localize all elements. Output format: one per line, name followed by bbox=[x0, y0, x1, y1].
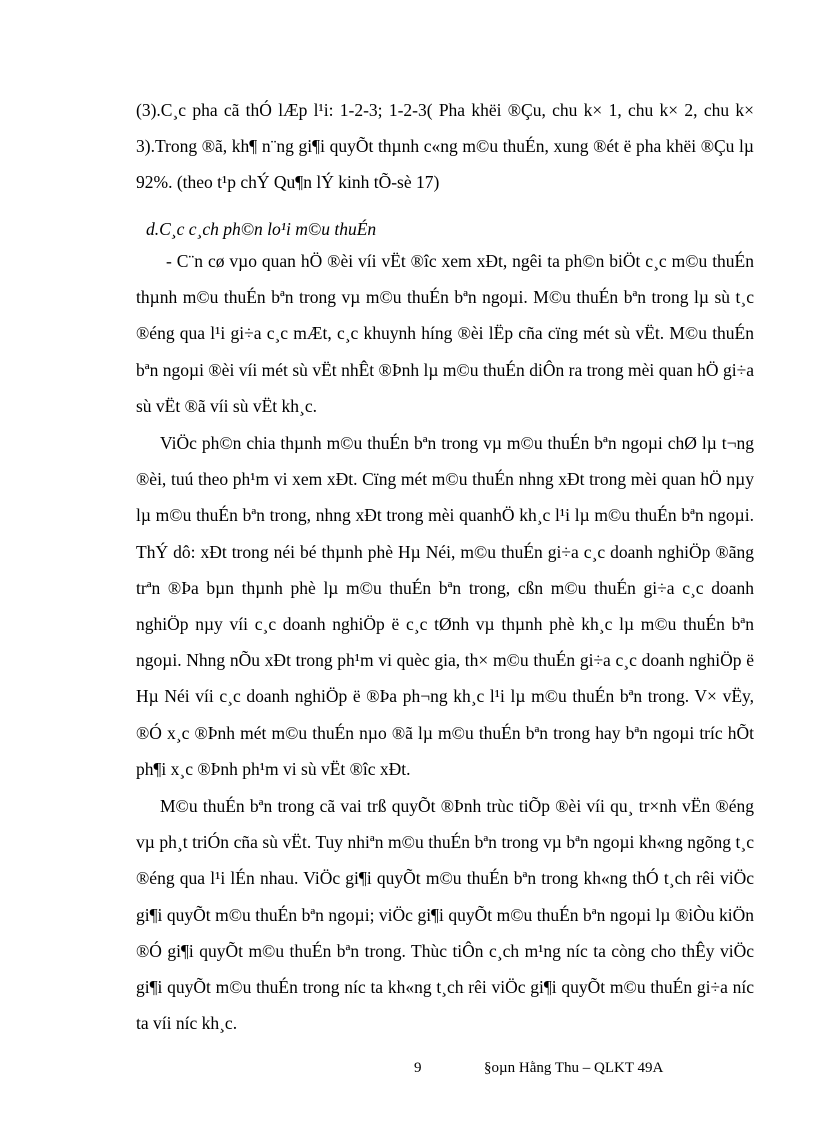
intro-block bbox=[136, 92, 754, 201]
paragraph-relative-division: ViÖc ph©n chia thµnh m©u thuÉn bªn trong vµ m©u thuÉn bªn ngoµi chØ lµ t¬ng ®èi, tuú theo ph¹m vi xem xÐt. Cïng mét m©u thuÉn nhng xÐt trong mèi quan hÖ nµy lµ m©u thuÉn bªn trong, nhng xÐt trong mèi quanhÖ kh¸c l¹i lµ m©u thuÉn bªn ngoµi. ThÝ dô: xÐt trong néi bé thµnh phè Hµ Néi, m©u thuÉn gi÷a c¸c doanh nghiÖp ®ãng trªn ®Þa bµn thµnh phè lµ m©u thuÉn bªn trong, cßn m©u thuÉn gi÷a c¸c doanh nghiÖp nµy víi c¸c doanh nghiÖp ë c¸c tØnh vµ thµnh phè kh¸c lµ m©u thuÉn bªn ngoµi. Nhng nÕu xÐt trong ph¹m vi quèc gia, th× m©u thuÉn gi÷a c¸c doanh nghiÖp ë Hµ Néi víi c¸c doanh nghiÖp ë ®Þa ph¬ng kh¸c l¹i lµ m©u thuÉn bªn trong. V× vËy, ®Ó x¸c ®Þnh mét m©u thuÉn nµo ®ã lµ m©u thuÉn bªn trong hay bªn ngoµi tríc hÕt ph¶i x¸c ®Þnh ph¹m vi sù vËt ®îc xÐt. bbox=[136, 433, 754, 779]
footer-author-line: §oµn Hằng Thu – QLKT 49A bbox=[484, 1060, 664, 1076]
paragraph-internal-role: M©u thuÉn bªn trong cã vai trß quyÕt ®Þnh trùc tiÕp ®èi víi qu¸ tr×nh vËn ®éng vµ ph¸t triÓn cña sù vËt. Tuy nhiªn m©u thuÉn bªn trong vµ bªn ngoµi kh«ng ngõng t¸c ®éng qua l¹i lÉn nhau. ViÖc gi¶i quyÕt m©u thuÉn bªn trong kh«ng thÓ t¸ch rêi viÖc gi¶i quyÕt m©u thuÉn bªn ngoµi; viÖc gi¶i quyÕt m©u thuÉn bªn ngoµi lµ ®iÒu kiÖn ®Ó gi¶i quyÕt m©u thuÉn bªn trong. Thùc tiÔn c¸ch m¹ng níc ta còng cho thÊy viÖc gi¶i quyÕt m©u thuÉn trong níc ta kh«ng t¸ch rêi viÖc gi¶i quyÕt m©u thuÉn gi÷a níc ta víi níc kh¸c. bbox=[136, 796, 754, 1034]
section-heading: d.C¸c c¸ch ph©n lo¹i m©u thuÉn bbox=[146, 219, 377, 239]
paragraph-classification: - C¨n cø vµo quan hÖ ®èi víi vËt ®îc xem xÐt, ngêi ta ph©n biÖt c¸c m©u thuÉn thµnh m©u thuÉn bªn trong vµ m©u thuÉn bªn ngoµi. M©u thuÉn bªn trong lµ sù t¸c ®éng qua l¹i gi÷a c¸c mÆt, c¸c khuynh híng ®èi lËp cña cïng mét sù vËt. M©u thuÉn bªn ngoµi ®èi víi mét sù vËt nhÊt ®Þnh lµ m©u thuÉn diÔn ra trong mèi quan hÖ gi÷a sù vËt ®ã víi sù vËt kh¸c. bbox=[136, 251, 754, 416]
body-block bbox=[136, 243, 754, 1041]
intro-paragraph: (3).C¸c pha cã thÓ lÆp l¹i: 1-2-3; 1-2-3( Pha khëi ®Çu, chu k× 1, chu k× 2, chu k× 3).Trong ®ã, kh¶ n¨ng gi¶i quyÕt thµnh c«ng m©u thuÉn, xung ®ét ë pha khëi ®Çu lµ 92%. (theo t¹p chÝ Qu¶n lÝ kinh tÕ-sè 17) bbox=[136, 100, 754, 193]
page-footer bbox=[0, 1056, 816, 1080]
page-number: 9 bbox=[414, 1060, 422, 1076]
